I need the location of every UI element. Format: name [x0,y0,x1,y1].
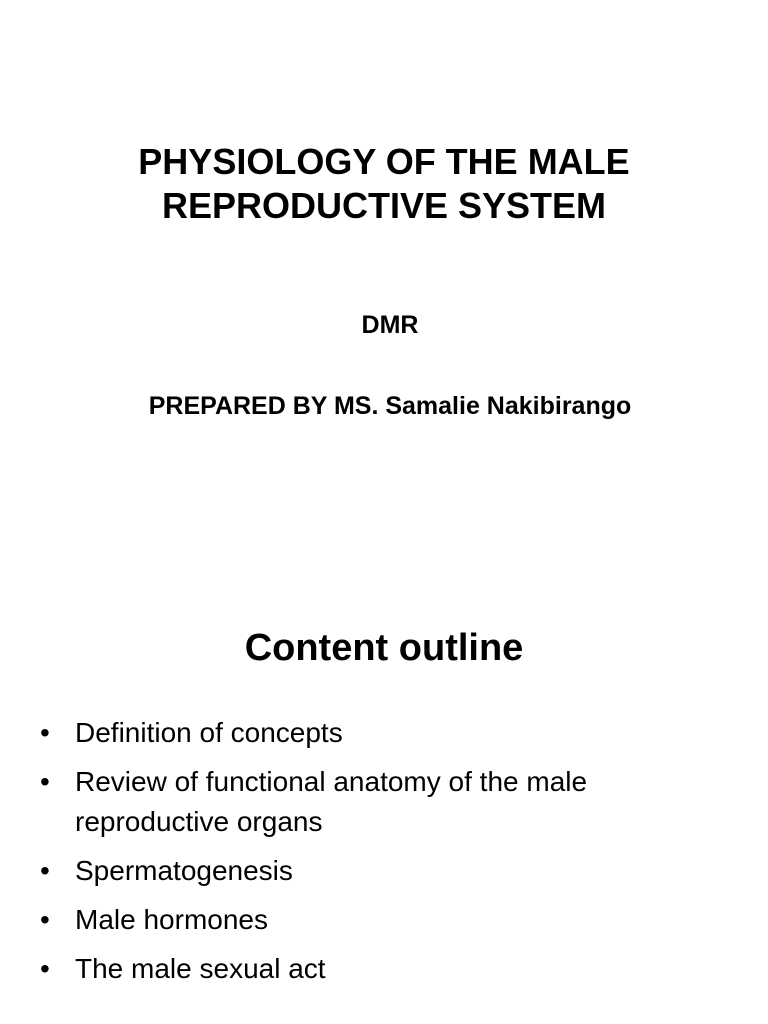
subtitle-prepared-by: PREPARED BY MS. Samalie Nakibirango [148,392,632,420]
list-item [40,713,740,753]
bullet-icon: • [40,766,50,797]
list-item-text: Review of functional anatomy of the male reproductive organs [75,766,588,837]
list-item-text: The male sexual act [75,953,326,984]
list-item [40,851,740,891]
content-outline-heading: Content outline [244,627,524,669]
title-line-2: REPRODUCTIVE SYSTEM [161,185,607,226]
title-line-1: PHYSIOLOGY OF THE MALE [138,141,630,182]
bullet-icon: • [40,717,50,748]
list-item-text: Spermatogenesis [75,855,293,886]
outline-bullet-list [40,713,740,998]
list-item [40,900,740,940]
list-item-text: Male hormones [75,904,268,935]
list-item [40,949,740,989]
bullet-icon: • [40,904,50,935]
list-item [40,762,740,842]
subtitle-dmr: DMR [361,311,419,339]
bullet-icon: • [40,953,50,984]
bullet-icon: • [40,855,50,886]
presentation-title [0,140,768,228]
list-item-text: Definition of concepts [75,717,343,748]
